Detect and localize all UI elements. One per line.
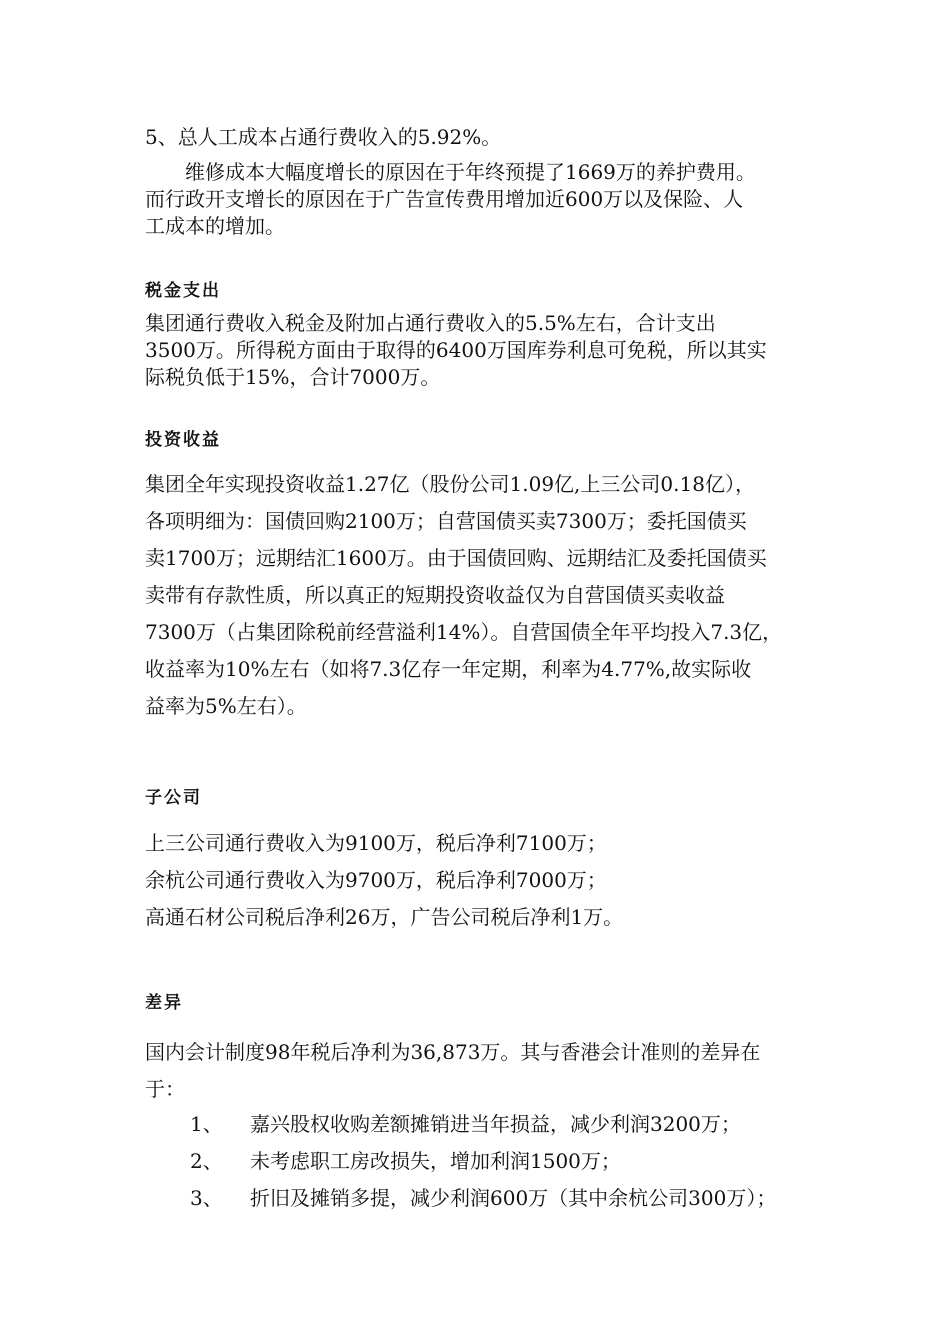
list-item xyxy=(145,1180,825,1217)
list-item-text: 折旧及摊销多提，减少利润600万（其中余杭公司300万）； xyxy=(250,1186,777,1210)
investment-line: 7300万（占集团除税前经营溢利14%）。自营国债全年平均投入7.3亿， xyxy=(145,620,783,644)
investment-line: 各项明细为：国债回购2100万；自营国债买卖7300万；委托国债买 xyxy=(145,509,747,533)
differences-heading-block xyxy=(145,988,825,1013)
tax-heading-block xyxy=(145,276,825,301)
intro-paragraph-line: 而行政开支增长的原因在于广告宣传费用增加近600万以及保险、人 xyxy=(145,187,744,211)
list-item-number: 3、 xyxy=(190,1186,223,1210)
list-item xyxy=(145,1143,825,1180)
investment-line: 收益率为10%左右（如将7.3亿存一年定期，利率为4.77%,故实际收 xyxy=(145,657,752,681)
subsidiaries-paragraph xyxy=(145,825,825,936)
investment-line: 卖带有存款性质，所以真正的短期投资收益仅为自营国债买卖收益 xyxy=(145,583,725,607)
subsidiary-line: 高通石材公司税后净利26万，广告公司税后净利1万。 xyxy=(145,905,624,929)
tax-line: 3500万。所得税方面由于取得的6400万国库券利息可免税，所以其实 xyxy=(145,338,767,362)
list-item-text: 嘉兴股权收购差额摊销进当年损益，减少利润3200万； xyxy=(250,1112,741,1136)
subsidiary-line: 上三公司通行费收入为9100万，税后净利7100万； xyxy=(145,831,607,855)
list-item-text: 未考虑职工房改损失，增加利润1500万； xyxy=(250,1149,621,1173)
section-heading-differences: 差异 xyxy=(145,993,183,1013)
section-heading-investment: 投资收益 xyxy=(145,430,221,450)
investment-paragraph xyxy=(145,466,825,725)
differences-line: 于： xyxy=(145,1077,185,1101)
intro-paragraph-line: 维修成本大幅度增长的原因在于年终预提了1669万的养护费用。 xyxy=(145,160,756,184)
investment-line: 益率为5%左右）。 xyxy=(145,694,307,718)
intro-item-5: 5、总人工成本占通行费收入的5.92%。 xyxy=(145,125,502,149)
differences-list xyxy=(145,1106,825,1217)
intro-section xyxy=(145,124,825,151)
investment-line: 卖1700万；远期结汇1600万。由于国债回购、远期结汇及委托国债买 xyxy=(145,546,767,570)
investment-line: 集团全年实现投资收益1.27亿（股份公司1.09亿,上三公司0.18亿）， xyxy=(145,472,755,496)
intro-paragraph xyxy=(145,159,825,240)
subsidiary-line: 余杭公司通行费收入为9700万，税后净利7000万； xyxy=(145,868,607,892)
differences-line: 国内会计制度98年税后净利为36,873万。其与香港会计准则的差异在 xyxy=(145,1040,761,1064)
tax-line: 集团通行费收入税金及附加占通行费收入的5.5%左右，合计支出 xyxy=(145,311,716,335)
investment-heading-block xyxy=(145,425,825,450)
tax-line: 际税负低于15%，合计7000万。 xyxy=(145,365,441,389)
list-item-number: 2、 xyxy=(190,1149,223,1173)
tax-paragraph xyxy=(145,310,825,391)
section-heading-tax: 税金支出 xyxy=(145,281,221,301)
section-heading-subsidiaries: 子公司 xyxy=(145,788,202,808)
list-item-number: 1、 xyxy=(190,1112,223,1136)
differences-paragraph xyxy=(145,1034,825,1108)
list-item xyxy=(145,1106,825,1143)
intro-paragraph-line: 工成本的增加。 xyxy=(145,214,285,238)
subsidiaries-heading-block xyxy=(145,783,825,808)
